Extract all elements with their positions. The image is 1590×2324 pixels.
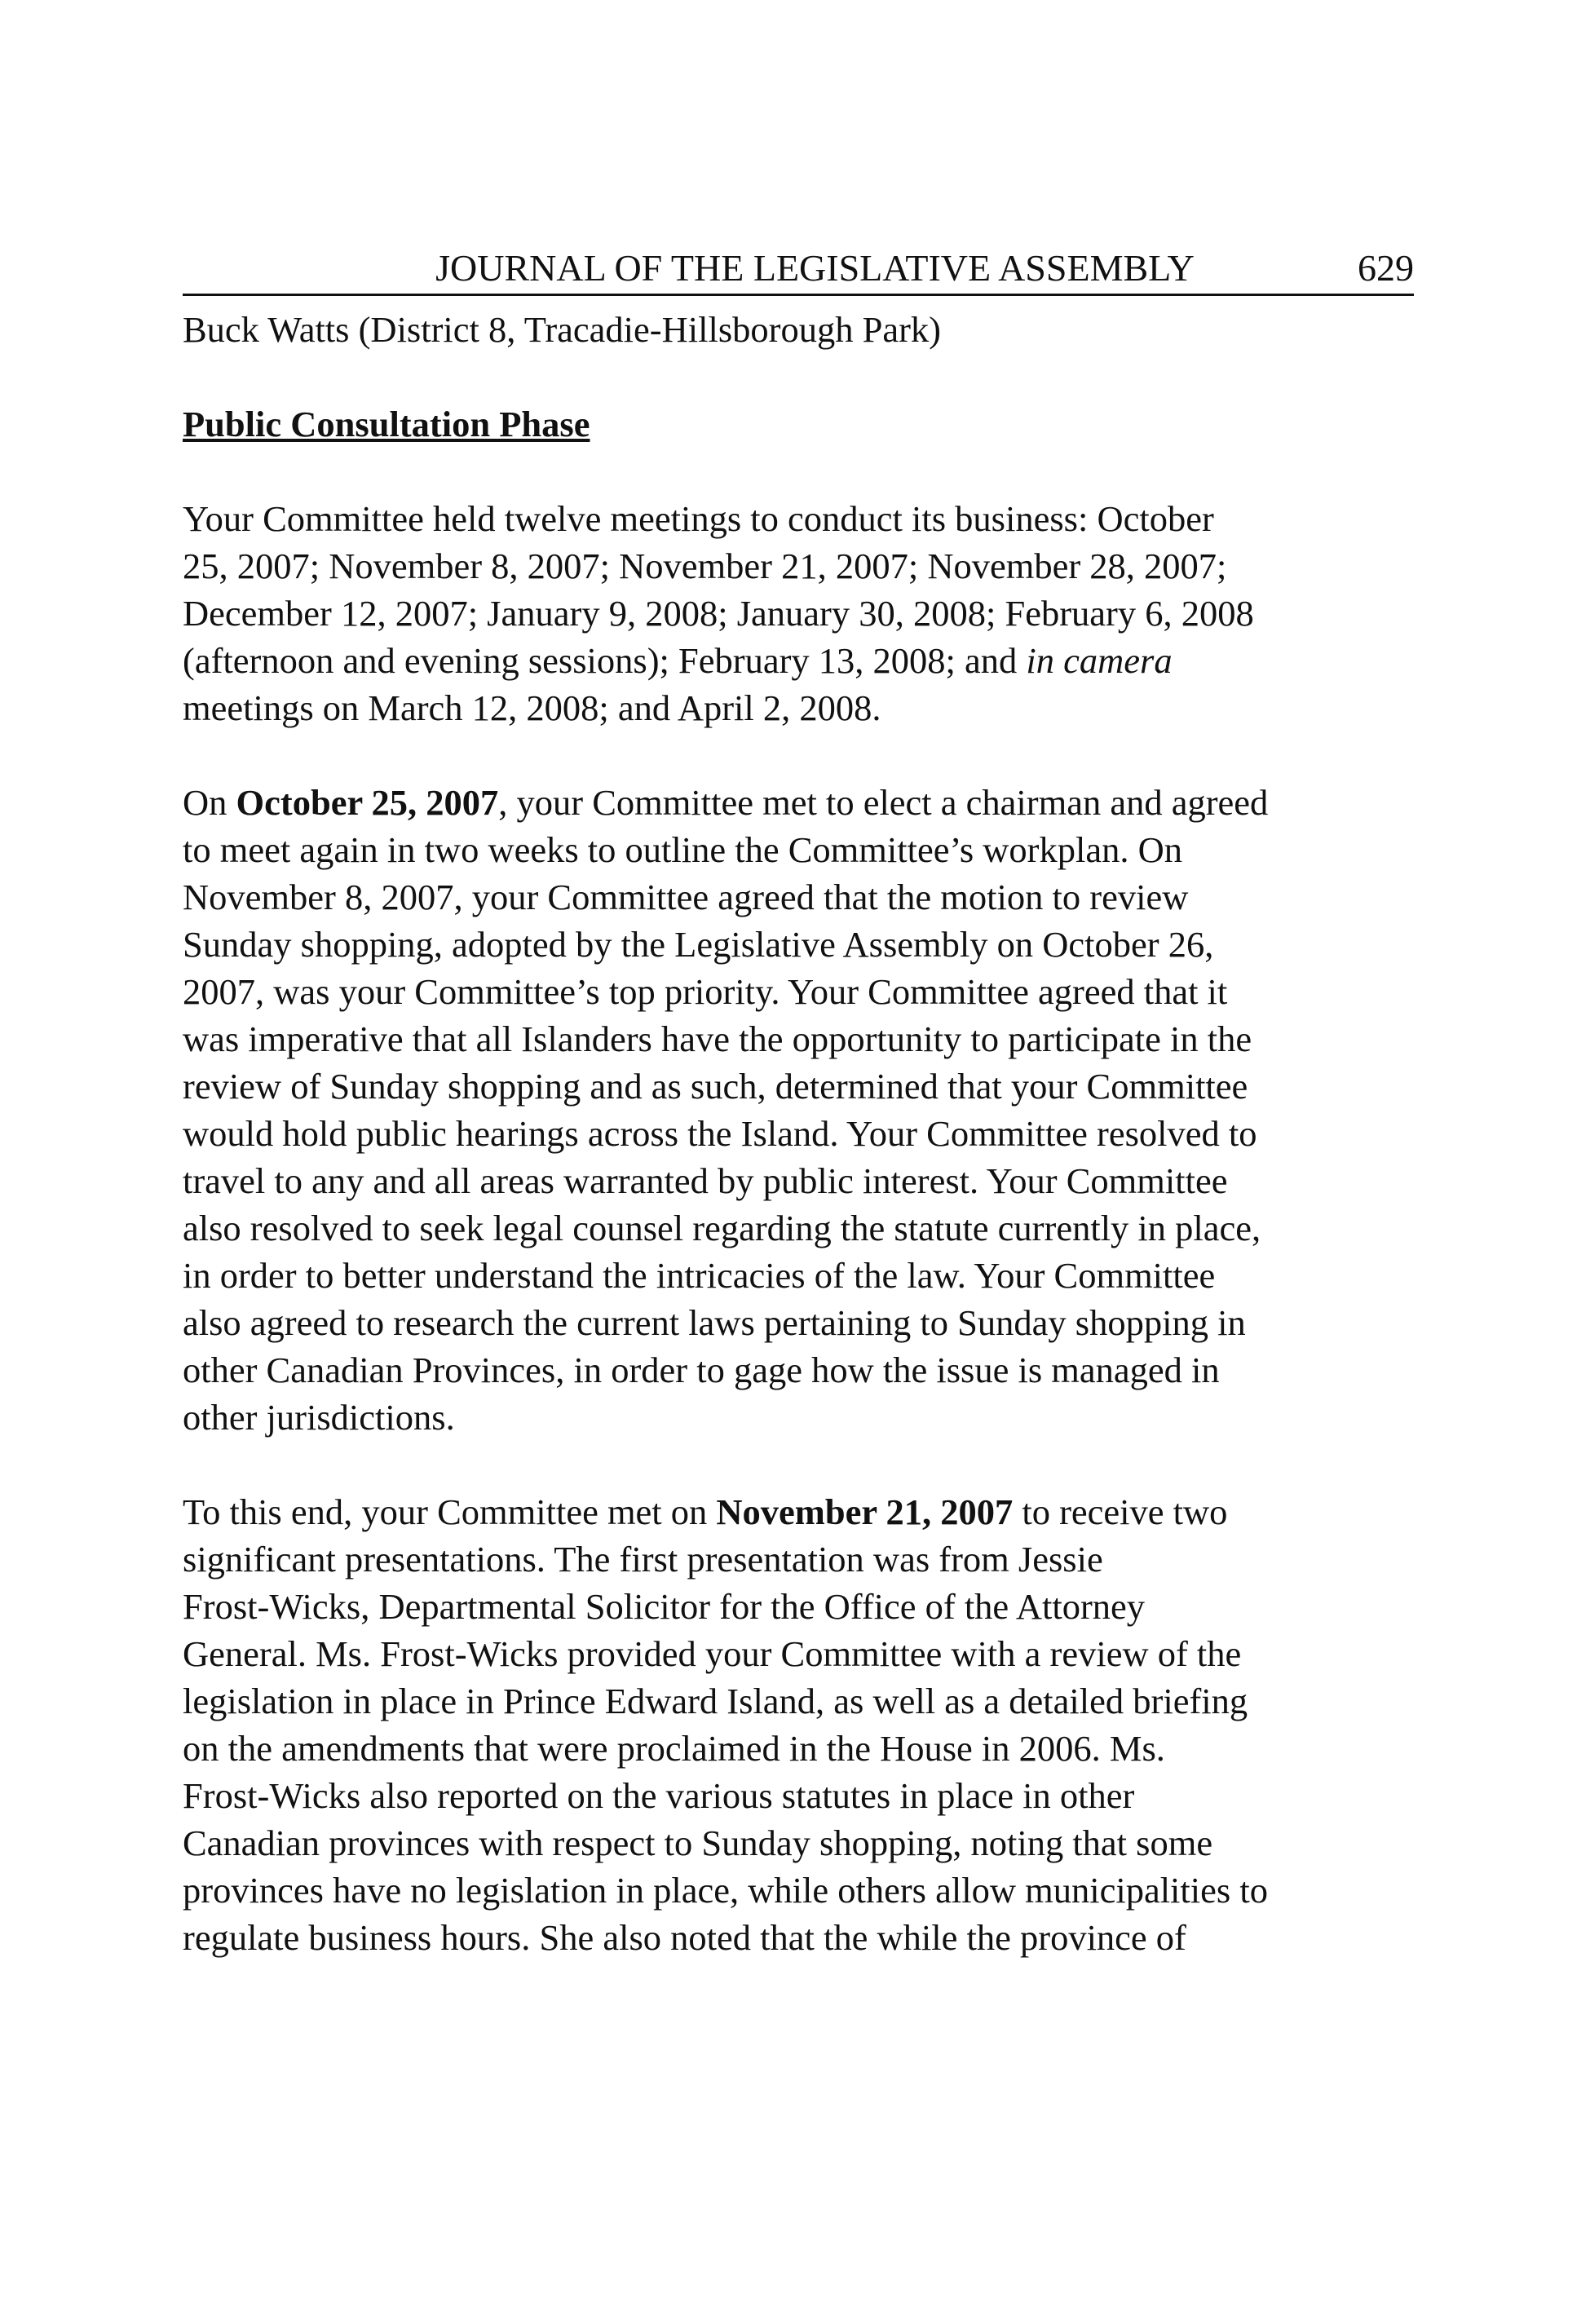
text-line: on the amendments that were proclaimed in the House in 2006. Ms. [183, 1728, 1165, 1769]
section-heading: Public Consultation Phase [183, 404, 590, 444]
italic-text: in camera [1026, 640, 1173, 681]
text-line: meetings on March 12, 2008; and April 2, 2008. [183, 687, 881, 728]
text-line: General. Ms. Frost-Wicks provided your Committee with a review of the [183, 1633, 1242, 1674]
text-line: 2007, was your Committee’s top priority. Your Committee agreed that it [183, 971, 1228, 1012]
text-line: other Canadian Provinces, in order to gage how the issue is managed in [183, 1350, 1220, 1390]
text-line: also agreed to research the current laws pertaining to Sunday shopping in [183, 1302, 1246, 1343]
running-header [183, 245, 1414, 296]
text-line: Frost-Wicks also reported on the various statutes in place in other [183, 1775, 1135, 1816]
text-run: On [183, 782, 236, 823]
journal-title: JOURNAL OF THE LEGISLATIVE ASSEMBLY [435, 247, 1195, 289]
text-line: (afternoon and evening sessions); February 13, 2008; and [183, 640, 1027, 681]
text-line: November 8, 2007, your Committee agreed that the motion to review [183, 877, 1189, 917]
text-line: provinces have no legislation in place, while others allow municipalities to [183, 1870, 1268, 1911]
text-line: legislation in place in Prince Edward Island, as well as a detailed briefing [183, 1681, 1248, 1721]
paragraph-october-25 [183, 779, 1414, 1441]
text-line: would hold public hearings across the Island. Your Committee resolved to [183, 1113, 1257, 1154]
text-run: To this end, your Committee met on [183, 1491, 717, 1532]
member-line: Buck Watts (District 8, Tracadie-Hillsborough Park) [183, 309, 941, 350]
text-run: , your Committee met to elect a chairman and agreed [498, 782, 1269, 823]
text-line: 25, 2007; November 8, 2007; November 21, 2007; November 28, 2007; [183, 546, 1227, 586]
text-line: also resolved to seek legal counsel regarding the statute currently in place, [183, 1208, 1261, 1248]
paragraph-november-21 [183, 1488, 1414, 1961]
text-line: other jurisdictions. [183, 1397, 455, 1438]
text-line: December 12, 2007; January 9, 2008; January 30, 2008; February 6, 2008 [183, 593, 1254, 634]
text-line: regulate business hours. She also noted that the while the province of [183, 1917, 1186, 1958]
text-line: Canadian provinces with respect to Sunday shopping, noting that some [183, 1823, 1213, 1863]
bold-date: October 25, 2007 [236, 782, 499, 823]
text-line: Frost-Wicks, Departmental Solicitor for the Office of the Attorney [183, 1586, 1146, 1627]
text-run: to receive two [1013, 1491, 1228, 1532]
text-line: was imperative that all Islanders have the opportunity to participate in the [183, 1018, 1252, 1059]
bold-date: November 21, 2007 [716, 1491, 1014, 1532]
text-line: in order to better understand the intricacies of the law. Your Committee [183, 1255, 1216, 1296]
text-line: significant presentations. The first presentation was from Jessie [183, 1539, 1103, 1580]
page-number: 629 [1358, 247, 1414, 289]
text-line: Your Committee held twelve meetings to conduct its business: October [183, 498, 1214, 539]
text-line: travel to any and all areas warranted by public interest. Your Committee [183, 1160, 1228, 1201]
paragraph-meetings [183, 495, 1414, 731]
text-line: Sunday shopping, adopted by the Legislative Assembly on October 26, [183, 924, 1214, 965]
document-page [183, 245, 1414, 1961]
text-line: review of Sunday shopping and as such, determined that your Committee [183, 1066, 1248, 1107]
text-line: to meet again in two weeks to outline the Committee’s workplan. On [183, 829, 1182, 870]
